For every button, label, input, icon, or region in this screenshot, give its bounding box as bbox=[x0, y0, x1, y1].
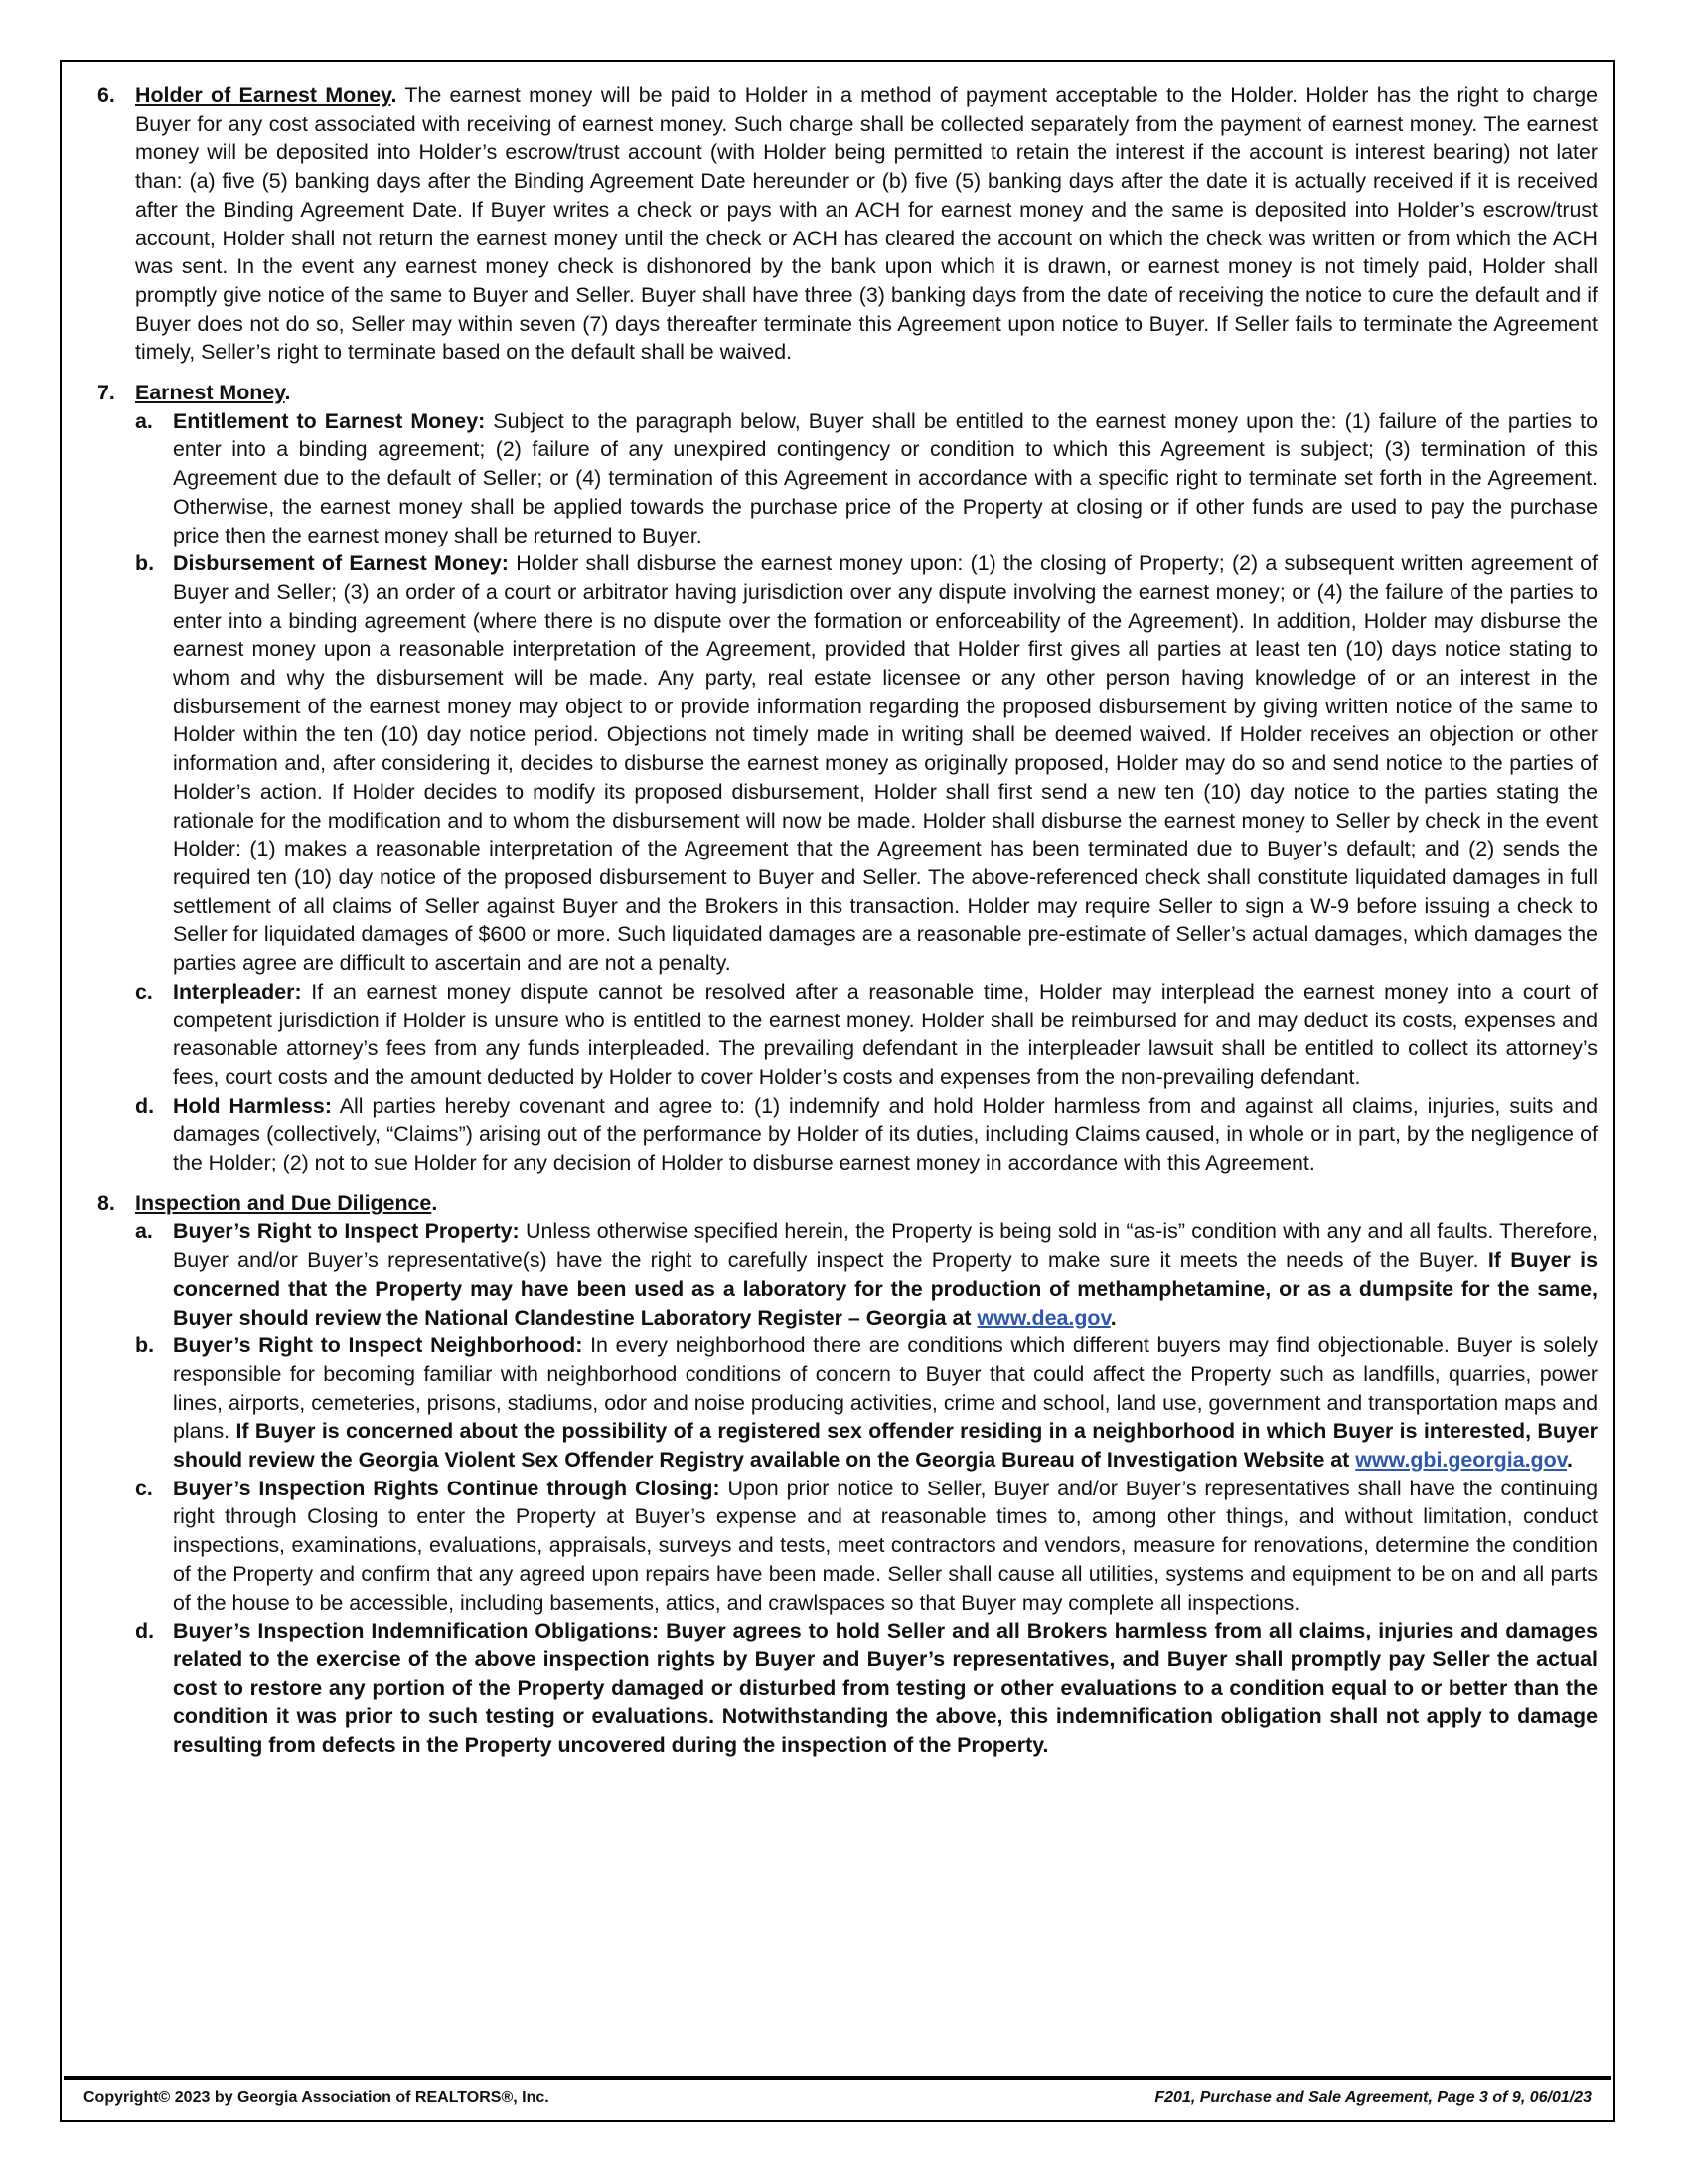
subsection-heading: Hold Harmless: bbox=[173, 1093, 332, 1118]
subsection-heading: Buyer’s Right to Inspect Property: bbox=[173, 1219, 520, 1244]
section-number: 6. bbox=[97, 83, 115, 107]
subsection-body bbox=[173, 1217, 1598, 1331]
subsection-text: In every neighborhood there are conditions which different buyers may find objectionable. Buyer is solely responsible for becoming familiar with neighborhood conditions of concern to Buyer that could affect the Property such as landfills, quarries, power lines, airports, cemeteries, prisons, stadiums, odor and noise producing activities, crime and school, land use, government and transportation maps and plans. bbox=[173, 1333, 1598, 1444]
section-8 bbox=[97, 1189, 1598, 1760]
title-punct: . bbox=[431, 1190, 438, 1215]
page-frame bbox=[60, 60, 1615, 2122]
subsection-text: Unless otherwise specified herein, the Property is being sold in “as-is” condition with any and all faults. Therefore, Buyer and/or Buyer’s representative(s) have the right to carefully inspect the Property to make sure it meets the needs of the Buyer. bbox=[173, 1219, 1598, 1273]
section-title: Holder of Earnest Money bbox=[135, 83, 391, 107]
subsection-letter: d. bbox=[135, 1619, 155, 1643]
page-footer bbox=[83, 2089, 1592, 2106]
title-punct: . bbox=[390, 83, 397, 107]
form-info-text: F201, Purchase and Sale Agreement, Page 3 of 9, 06/01/23 bbox=[1154, 2089, 1592, 2106]
sentence-end: . bbox=[1110, 1305, 1117, 1329]
subsection-heading: Entitlement to Earnest Money: bbox=[173, 408, 486, 433]
section-body bbox=[135, 379, 1598, 1177]
section-body bbox=[135, 1189, 1598, 1760]
subsection-letter: b. bbox=[135, 551, 155, 576]
subsection-text: Subject to the paragraph below, Buyer shall be entitled to the earnest money upon the: (1) failure of the parties to enter into a binding agreement; (2) failure of any unexpired contingency or condition to which this Agreement is subject; (3) termination of this Agreement due to the default of Seller; or (4) termination of this Agreement in accordance with a specific right to terminate set forth in the Agreement. Otherwise, the earnest money shall be applied towards the purchase price of the Property at closing or if other funds are used to pay the purchase price then the earnest money shall be returned to Buyer. bbox=[173, 408, 1599, 547]
subsection-7d bbox=[135, 1092, 1598, 1177]
subsection-7c bbox=[135, 978, 1598, 1092]
subsection-text: Buyer agrees to hold Seller and all Brokers harmless from all claims, injuries and damages related to the exercise of the above inspection rights by Buyer and Buyer’s representatives, and Buyer shall promptly pay Seller the actual cost to restore any portion of the Property damaged or disturbed from testing or other evaluations to a condition equal to or better than the condition it was prior to such testing or evaluations. Notwithstanding the above, this indemnification obligation shall not apply to damage resulting from defects in the Property uncovered during the inspection of the Property. bbox=[173, 1619, 1598, 1758]
dea-link[interactable]: www.dea.gov bbox=[977, 1305, 1111, 1329]
section-title: Inspection and Due Diligence bbox=[135, 1190, 432, 1215]
subsection-8b bbox=[135, 1331, 1598, 1475]
subsection-7a bbox=[135, 407, 1598, 550]
subsection-8d bbox=[135, 1617, 1598, 1760]
subsection-heading: Disbursement of Earnest Money: bbox=[173, 551, 509, 576]
subsection-body bbox=[173, 978, 1598, 1092]
footer-divider bbox=[64, 2076, 1611, 2080]
subsection-body bbox=[173, 1475, 1598, 1618]
subsection-text: If an earnest money dispute cannot be resolved after a reasonable time, Holder may interplead the earnest money into a court of competent jurisdiction if Holder is unsure who is entitled to the earnest money. Holder shall be reimbursed for and may deduct its costs, expenses and reasonable attorney’s fees from any funds interpleaded. The prevailing defendant in the interpleader lawsuit shall be entitled to collect its attorney’s fees, court costs and the amount deducted by Holder to cover Holder’s costs and expenses from the non-prevailing defendant. bbox=[173, 979, 1598, 1089]
subsection-letter: c. bbox=[135, 1476, 153, 1500]
subsection-text: Holder shall disburse the earnest money upon: (1) the closing of Property; (2) a subsequent written agreement of Buyer and Seller; (3) an order of a court or arbitrator having jurisdiction over any dispute involving the earnest money; or (4) the failure of the parties to enter into a binding agreement (where there is no dispute over the formation or enforceability of the Agreement). In addition, Holder may disburse the earnest money upon a reasonable interpretation of the Agreement, provided that Holder first gives all parties at least ten (10) days notice stating to whom and why the disbursement will be made. Any party, real estate licensee or any other person having knowledge of or an interest in the disbursement of the earnest money may object to or provide information regarding the proposed disbursement by giving written notice of the same to Holder within the ten (10) day notice period. Objections not timely made in writing shall be deemed waived. If Holder receives an objection or other information and, after considering it, decides to disburse the earnest money as originally proposed, Holder may do so and send notice to the parties of Holder’s action. If Holder decides to modify its proposed disbursement, Holder shall first send a new ten (10) day notice to the parties stating the rationale for the modification and to whom the disbursement will now be made. Holder shall disburse the earnest money to Seller by check in the event Holder: (1) makes a reasonable interpretation of the Agreement that the Agreement has been terminated due to Buyer’s default; and (2) sends the required ten (10) day notice of the proposed disbursement to Buyer and Seller. The above-referenced check shall constitute liquidated damages in full settlement of all claims of Seller against Buyer and the Brokers in this transaction. Holder may require Seller to sign a W-9 before issuing a check to Seller for liquidated damages of $600 or more. Such liquidated damages are a reasonable pre-estimate of Seller’s actual damages, which damages the parties agree are difficult to ascertain and are not a penalty. bbox=[173, 551, 1598, 976]
subsection-heading: Interpleader: bbox=[173, 979, 302, 1004]
copyright-text: Copyright© 2023 by Georgia Association of REALTORS®, Inc. bbox=[83, 2089, 549, 2106]
subsection-text: Upon prior notice to Seller, Buyer and/or Buyer’s representatives shall have the continuing right through Closing to enter the Property at Buyer’s expense and at reasonable times to, among other things, and without limitation, conduct inspections, examinations, evaluations, appraisals, surveys and tests, meet contractors and vendors, measure for renovations, determine the condition of the Property and confirm that any agreed upon repairs have been made. Seller shall cause all utilities, systems and equipment to be on and all parts of the house to be accessible, including basements, attics, and crawlspaces so that Buyer may complete all inspections. bbox=[173, 1476, 1598, 1615]
section-number: 7. bbox=[97, 381, 115, 405]
document-body bbox=[97, 81, 1598, 1772]
subsection-body bbox=[173, 407, 1598, 550]
subsection-letter: a. bbox=[135, 408, 153, 433]
section-7 bbox=[97, 379, 1598, 1177]
gbi-link[interactable]: www.gbi.georgia.gov bbox=[1355, 1448, 1567, 1473]
subsection-heading: Buyer’s Right to Inspect Neighborhood: bbox=[173, 1333, 583, 1358]
section-title: Earnest Money bbox=[135, 381, 285, 405]
section-number: 8. bbox=[97, 1190, 115, 1215]
meth-lab-notice: If Buyer is concerned that the Property may have been used as a laboratory for the production of methamphetamine, or as a dumpsite for the same, Buyer should review the National Clandestine Laboratory Register – Georgia at bbox=[173, 1248, 1598, 1329]
subsection-letter: b. bbox=[135, 1333, 155, 1358]
subsection-letter: a. bbox=[135, 1219, 153, 1244]
sex-offender-notice: If Buyer is concerned about the possibility of a registered sex offender residing in a neighborhood in which Buyer is interested, Buyer should review the Georgia Violent Sex Offender Registry available on the Georgia Bureau of Investigation Website at bbox=[173, 1419, 1599, 1473]
subsection-body bbox=[173, 1092, 1598, 1177]
subsection-text: All parties hereby covenant and agree to: (1) indemnify and hold Holder harmless from and against all claims, injuries, suits and damages (collectively, “Claims”) arising out of the performance by Holder of its duties, including Claims caused, in whole or in part, by the negligence of the Holder; (2) not to sue Holder for any decision of Holder to disburse earnest money in accordance with this Agreement. bbox=[173, 1093, 1598, 1175]
title-punct: . bbox=[284, 381, 291, 405]
subsection-heading: Buyer’s Inspection Rights Continue through Closing: bbox=[173, 1476, 720, 1500]
subsection-8a bbox=[135, 1217, 1598, 1331]
subsection-8c bbox=[135, 1475, 1598, 1618]
subsection-letter: c. bbox=[135, 979, 153, 1004]
sentence-end: . bbox=[1566, 1448, 1573, 1473]
subsection-7b bbox=[135, 549, 1598, 978]
subsection-heading: Buyer’s Inspection Indemnification Obligations: bbox=[173, 1619, 660, 1643]
section-6 bbox=[97, 81, 1598, 367]
subsection-body bbox=[173, 1617, 1598, 1760]
subsection-body bbox=[173, 1331, 1598, 1475]
subsection-letter: d. bbox=[135, 1093, 155, 1118]
section-text: The earnest money will be paid to Holder in a method of payment acceptable to the Holder. Holder has the right to charge Buyer for any cost associated with receiving of earnest money. Such charge shall be collected separately from the payment of earnest money. The earnest money will be deposited into Holder’s escrow/trust account (with Holder being permitted to retain the interest if the account is interest bearing) not later than: (a) five (5) banking days after the Binding Agreement Date hereunder or (b) five (5) banking days after the date it is actually received if it is received after the Binding Agreement Date. If Buyer writes a check or pays with an ACH for earnest money and the same is deposited into Holder’s escrow/trust account, Holder shall not return the earnest money until the check or ACH has cleared the account on which the check was written or from which the ACH was sent. In the event any earnest money check is dishonored by the bank upon which it is drawn, or earnest money is not timely paid, Holder shall promptly give notice of the same to Buyer and Seller. Buyer shall have three (3) banking days from the date of receiving the notice to cure the default and if Buyer does not do so, Seller may within seven (7) days thereafter terminate this Agreement upon notice to Buyer. If Seller fails to terminate the Agreement timely, Seller’s right to terminate based on the default shall be waived. bbox=[135, 83, 1598, 365]
subsection-body bbox=[173, 549, 1598, 978]
section-body bbox=[135, 81, 1598, 367]
